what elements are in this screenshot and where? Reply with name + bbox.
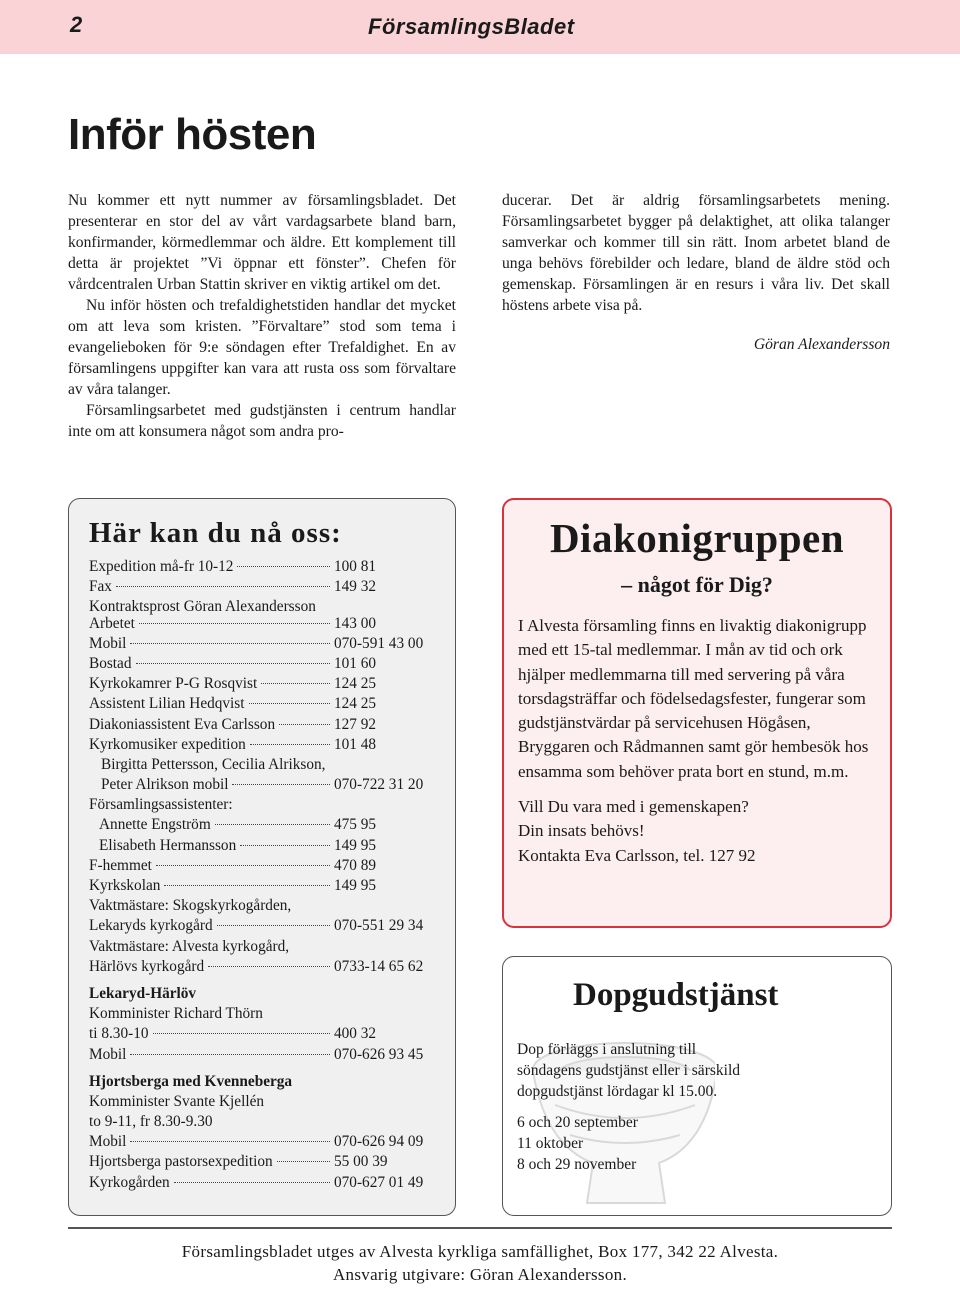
dot-leader [156,865,330,866]
contact-number: 070-626 94 09 [334,1133,424,1151]
contact-text: Birgitta Pettersson, Cecilia Alrikson, [101,755,326,773]
dot-leader [130,1141,330,1142]
contact-text: Kontraktsprost Göran Alexandersson [89,598,316,616]
contact-row [89,957,434,977]
contact-label: Expedition må-fr 10-12 [89,558,234,575]
contact-label: Bostad [89,654,132,672]
contact-label: Kyrkogården [89,1173,170,1191]
contact-text: Komminister Richard Thörn [89,1005,263,1023]
contact-number: 101 60 [334,654,377,672]
contact-label: Elisabeth Hermansson [99,836,237,854]
contact-list [89,557,434,1193]
contact-text: Församlingsassistenter: [89,796,233,814]
diakoni-subtitle: – något för Dig? [621,572,773,597]
contact-row [89,577,434,597]
contact-number: 149 95 [334,836,377,854]
contact-label: Mobil [89,1045,127,1063]
diakonigruppen-box [502,498,892,928]
dot-leader [261,683,330,684]
dop-date: 11 oktober [517,1135,584,1152]
contact-row [89,634,434,654]
section-heading: Hjortsberga med Kvenneberga [89,1072,293,1090]
contact-label: Peter Alrikson mobil [101,776,229,794]
dop-date: 6 och 20 september [517,1114,638,1131]
dot-leader [153,1033,331,1034]
contact-row [89,735,434,755]
contact-row [89,654,434,674]
diakoni-body [518,614,878,868]
dot-leader [136,663,331,664]
dop-date: 8 och 29 november [517,1156,637,1173]
dot-leader [232,784,330,785]
publication-name: FörsamlingsBladet [368,14,575,39]
contact-row [89,775,434,795]
contact-text: to 9-11, fr 8.30-9.30 [89,1113,213,1131]
diakoni-line: Din insats behövs! [518,821,645,841]
contact-number: 101 48 [334,735,377,753]
contact-label: Mobil [89,634,127,652]
dop-title: Dopgudstjänst [573,977,779,1013]
contact-box [68,498,456,1216]
contact-number: 070-722 31 20 [334,776,424,794]
contact-label: Kyrkokamrer P-G Rosqvist [89,675,258,693]
contact-row [89,715,434,735]
diakoni-title: Diakonigruppen [549,515,845,561]
contact-number: 070-591 43 00 [334,634,424,652]
contact-row [89,856,434,876]
contact-text: Vaktmästare: Skogskyrkogården, [89,897,292,915]
contact-label: Arbetet [89,614,135,632]
dot-leader [174,1182,330,1183]
footer-divider [68,1227,892,1229]
page-footer [0,1240,960,1286]
article-paragraph-continued: ducerar. Det är aldrig församlingsarbetets mening. Församlingsarbetet bygger på delaktighet, att olika talanger samverkar och kommer till sin rätt. Inom arbetet bland de unga behövs förebilder och ledare, bland de äldre stöd och gemenskap. Församlingen är en resurs i våra liv. Det skall höstens arbete visa på. [502,192,890,314]
contact-number: 100 81 [334,558,377,575]
contact-row [89,815,434,835]
dot-leader [240,845,330,846]
dot-leader [250,744,330,745]
contact-number: 124 25 [334,675,377,693]
dot-leader [116,586,330,587]
dot-leader [208,966,330,967]
contact-row [89,836,434,856]
dopgudstjanst-box [502,956,892,1216]
contact-row [89,674,434,694]
contact-label: ti 8.30-10 [89,1025,149,1043]
contact-label: Assistent Lilian Hedqvist [89,695,245,713]
dop-text [517,1039,757,1175]
contact-number: 070-551 29 34 [334,917,424,935]
diakoni-contact-line: Kontakta Eva Carlsson, tel. 127 92 [518,845,756,865]
article-column-left [68,190,456,442]
contact-label: Fax [89,578,112,596]
article-paragraph: Nu kommer ett nytt nummer av församlingsbladet. Det presenterar en stor del av vårt vardagsarbete bland barn, konfirmander, körmedlemmar och äldre. Ett komplement till detta är projektet ”Vi öppnar ett fönster”. Chefen för vårdcentralen Urban Stattin skriver en viktig artikel om det. [68,192,456,293]
contact-number: 400 32 [334,1025,377,1043]
article-signature: Göran Alexandersson [753,336,890,353]
contact-label: Härlövs kyrkogård [89,957,205,975]
dot-leader [249,703,330,704]
footer-editor: Ansvarig utgivare: Göran Alexandersson. [332,1265,628,1284]
contact-number: 0733-14 65 62 [334,957,424,975]
contact-number: 070-626 93 45 [334,1045,424,1063]
contact-row [89,1152,434,1172]
contact-label: Annette Engström [99,816,211,834]
dot-leader [139,623,330,624]
contact-text: Komminister Svante Kjellén [89,1092,265,1110]
contact-row [89,557,434,577]
dot-leader [277,1161,330,1162]
contact-row [89,1132,434,1152]
page-header [0,0,960,54]
contact-label: Hjortsberga pastorsexpedition [89,1153,273,1171]
dot-leader [215,824,330,825]
dop-dates [517,1112,757,1175]
article-title: Inför hösten [68,110,317,159]
contact-text: Vaktmästare: Alvesta kyrkogård, [89,937,290,955]
contact-row [89,1024,434,1044]
contact-number: 149 95 [334,877,377,894]
contact-row [89,1045,434,1065]
contact-label: Diakoniassistent Eva Carlsson [89,715,276,733]
contact-label: F-hemmet [89,856,152,874]
contact-number: 470 89 [334,856,377,874]
dop-paragraph: Dop förläggs i anslutning till söndagens gudstjänst eller i särskild dopgudstjänst lördagar kl 15.00. [517,1041,740,1100]
contact-label: Mobil [89,1133,127,1151]
contact-number: 475 95 [334,816,377,834]
contact-number: 143 00 [334,614,377,632]
dot-leader [130,1054,330,1055]
dot-leader [164,885,330,886]
contact-number: 124 25 [334,695,377,713]
dot-leader [217,925,330,926]
page-number: 2 [70,12,83,37]
contact-row [89,694,434,714]
diakoni-paragraph: I Alvesta församling finns en livaktig diakonigrupp med ett 15-tal medlemmar. I mån av tid och ork hjälper medlemmarna till med servering på våra torsdagsträffar och födelsedagsfester, fungerar som gudstjänstvärdar på servicehusen Högåsen, Bryggaren och Rådmannen samt gör hembesök hos ensamma som behöver prata bort en stund, m.m. [518,616,869,781]
dot-leader [237,566,330,567]
diakoni-call-to-action [518,795,878,868]
contact-label: Kyrkskolan [89,877,161,894]
dot-leader [279,724,330,725]
contact-label: Kyrkomusiker expedition [89,735,246,753]
contact-number: 149 32 [334,578,377,596]
footer-publisher: Församlingsbladet utges av Alvesta kyrkliga samfällighet, Box 177, 342 22 Alvesta. [181,1242,779,1261]
contact-number: 070-627 01 49 [334,1173,424,1191]
article-paragraph: Nu inför hösten och trefaldighetstiden handlar det mycket om att leva som kristen. ”Förvaltare” stod som tema i evangelieboken för 9:e söndagen efter Trefaldighet. En av församlingens uppgifter kan vara att rusta oss som förvaltare av våra talanger. [68,297,456,398]
contact-label: Lekaryds kyrkogård [89,917,213,935]
contact-row [89,1173,434,1193]
contact-row [89,876,434,896]
section-heading: Lekaryd-Härlöv [89,984,197,1002]
contact-number: 127 92 [334,715,377,733]
contact-title: Här kan du nå oss: [89,517,342,549]
dot-leader [130,643,330,644]
contact-row [89,916,434,936]
diakoni-line: Vill Du vara med i gemenskapen? [518,797,749,817]
article-paragraph: Församlingsarbetet med gudstjänsten i centrum handlar inte om att konsumera något som andra pro- [68,402,456,440]
article-column-right [502,190,890,355]
contact-number: 55 00 39 [334,1153,388,1171]
